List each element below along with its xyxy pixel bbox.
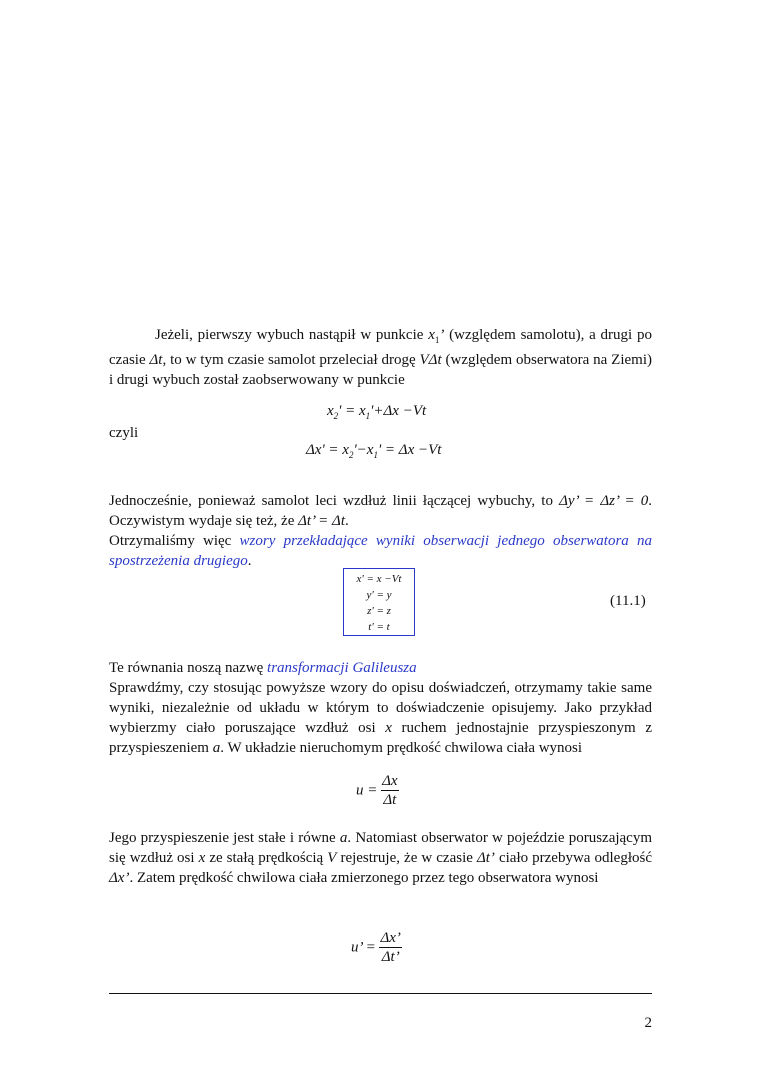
text-run: (względem obserwatora na Ziemi) i drugi wybuch został zaobserwowany w punkcie <box>109 352 652 388</box>
equation-velocity <box>356 773 399 809</box>
text-run: (względem samolotu), a drugi po czasie <box>109 327 652 368</box>
text-run: Otrzymaliśmy więc <box>109 533 240 549</box>
math-sub: 2 <box>348 450 354 460</box>
galilean-transform-box <box>343 568 415 636</box>
paragraph-block-4 <box>109 828 652 888</box>
text-run: ruchem jednostajnie przyspieszonym z przyspieszeniem <box>109 720 652 756</box>
paragraph-text <box>109 658 652 678</box>
text-run: . Natomiast obserwator w pojeździe poruszającym się wzdłuż osi <box>109 830 652 866</box>
math-var: a <box>212 740 221 756</box>
fraction-denominator: Δt <box>383 792 397 808</box>
page-number: 2 <box>644 1015 652 1031</box>
link-galilean-formulas[interactable]: wzory przekładające wyniki obserwacji jednego obserwatora na spostrzeżenia drugiego <box>109 533 652 569</box>
transform-line: y' = y <box>366 589 392 601</box>
fraction-denominator: Δt’ <box>381 949 400 965</box>
text-run: . Zatem prędkość chwilowa ciała zmierzonego przez tego obserwatora wynosi <box>129 870 599 886</box>
text-run: . Oczywistym wydaje się też, że <box>109 493 652 529</box>
paragraph-block-2 <box>109 491 652 571</box>
footer-divider <box>109 993 652 994</box>
paragraph-text <box>109 325 652 390</box>
paragraph-text <box>109 491 652 531</box>
math-var: Δt’ = Δt <box>298 513 346 529</box>
math-var: V <box>327 850 337 866</box>
math-var: VΔt <box>419 352 442 368</box>
fraction <box>381 773 398 809</box>
czyli-label: czyli <box>109 425 139 441</box>
text-run: . <box>345 513 349 529</box>
math-var: Δy’ = Δz’ = 0 <box>559 493 649 509</box>
transform-line: t' = t <box>368 621 390 633</box>
math-sub: 1 <box>365 411 371 421</box>
paragraph-text <box>109 678 652 758</box>
math-var: Δt <box>149 352 163 368</box>
fraction <box>379 930 401 966</box>
text-run: , to w tym czasie samolot przeleciał drogę <box>162 352 420 368</box>
equation-velocity-prime <box>351 930 402 966</box>
math-var: Δt’ <box>476 850 495 866</box>
math-var: x <box>428 327 435 343</box>
paragraph-intro <box>109 325 652 390</box>
math-sub: 1 <box>373 450 378 460</box>
math-expr: ' = Δx −Vt <box>377 442 442 458</box>
math-expr: '+Δx −Vt <box>370 403 427 419</box>
text-run: Jego przyspieszenie jest stałe i równe <box>109 830 340 846</box>
link-galilean-transformation[interactable]: transformacji Galileusza <box>267 660 417 676</box>
text-run: . W układzie nieruchomym prędkość chwilowa ciała wynosi <box>220 740 583 756</box>
math-expr: u’ = <box>351 939 376 956</box>
math-expr: u = <box>356 782 378 799</box>
paragraph-text <box>109 531 652 571</box>
paragraph-text <box>109 828 652 888</box>
math-var: Δx’ <box>109 870 130 886</box>
fraction-numerator: Δx <box>382 773 398 789</box>
text-run: ciało przebywa odległość <box>494 850 652 866</box>
text-run: . <box>247 553 252 569</box>
math-var: x <box>327 403 334 419</box>
math-sub: 1 <box>434 335 440 345</box>
fraction-numerator: Δx’ <box>380 930 401 946</box>
text-run: Sprawdźmy, czy stosując powyższe wzory do opisu doświadczeń, otrzymamy takie same wyniki, niezależnie od układu w którym to doświadczenie opisujemy. Jako przykład wybierzmy ciało poruszające wzdłuż osi <box>109 680 652 736</box>
math-expr: ' = x <box>338 403 366 419</box>
math-var: x <box>385 720 392 736</box>
paragraph-block-3 <box>109 658 652 758</box>
equation-number: (11.1) <box>610 593 646 609</box>
math-var: a <box>339 830 348 846</box>
transform-line: x' = x −Vt <box>356 573 402 585</box>
text-run: Te równania noszą nazwę <box>109 660 268 676</box>
math-expr: Δx' = x <box>306 442 349 458</box>
text-run: Jeżeli, pierwszy wybuch nastąpił w punkcie <box>155 327 429 343</box>
math-expr: '−x <box>353 442 374 458</box>
math-var: x <box>198 850 206 866</box>
equation-x2 <box>327 403 426 421</box>
transform-line: z' = z <box>367 605 391 617</box>
math-var: ’ <box>439 327 445 343</box>
text-run: Jednocześnie, ponieważ samolot leci wzdłuż linii łączącej wybuchy, to <box>109 493 560 509</box>
text-run: rejestruje, że w czasie <box>336 850 477 866</box>
equation-delta-x <box>306 442 441 460</box>
text-run: ze stałą prędkością <box>205 850 328 866</box>
math-sub: 2 <box>333 411 339 421</box>
